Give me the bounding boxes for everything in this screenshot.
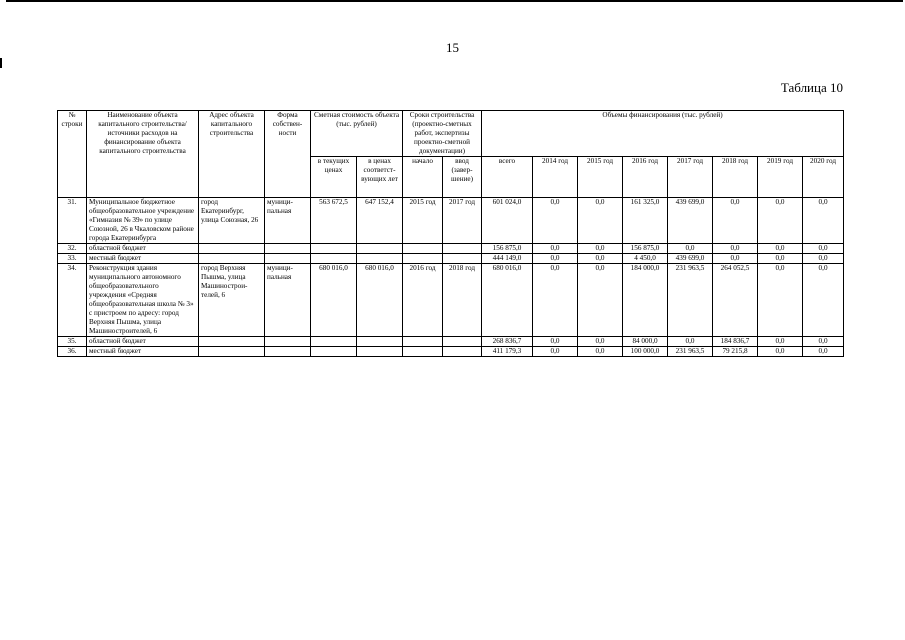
row-end: 2018 год [443, 264, 482, 337]
row-estimate-current [311, 347, 357, 357]
row-estimate-relevant: 680 016,0 [357, 264, 403, 337]
row-2017: 231 963,5 [668, 347, 713, 357]
row-2015: 0,0 [578, 264, 623, 337]
row-ownership: муници-пальная [265, 264, 311, 337]
header-terms-start: начало [403, 157, 443, 198]
row-estimate-relevant [357, 254, 403, 264]
row-ownership [265, 244, 311, 254]
row-estimate-current: 680 016,0 [311, 264, 357, 337]
row-address [199, 254, 265, 264]
row-2014: 0,0 [533, 347, 578, 357]
row-estimate-relevant: 647 152,4 [357, 198, 403, 244]
row-2015: 0,0 [578, 254, 623, 264]
row-2017: 0,0 [668, 244, 713, 254]
row-2019: 0,0 [758, 337, 803, 347]
row-name: областной бюджет [87, 244, 199, 254]
row-start: 2016 год [403, 264, 443, 337]
row-start [403, 244, 443, 254]
row-number: 31. [58, 198, 87, 244]
row-2018: 0,0 [713, 254, 758, 264]
row-number: 35. [58, 337, 87, 347]
row-2016: 84 000,0 [623, 337, 668, 347]
row-2016: 184 000,0 [623, 264, 668, 337]
row-end [443, 347, 482, 357]
row-total: 411 179,3 [482, 347, 533, 357]
top-border-line [6, 0, 903, 2]
row-estimate-relevant [357, 347, 403, 357]
header-terms: Сроки строительства (проектно-сметных работ, экспертизы проектно-сметной документации) [403, 111, 482, 157]
row-start [403, 337, 443, 347]
margin-mark [0, 58, 2, 68]
row-estimate-relevant [357, 244, 403, 254]
header-2014: 2014 год [533, 157, 578, 198]
header-terms-end: ввод (завер-шение) [443, 157, 482, 198]
table-row [58, 198, 844, 244]
row-2020: 0,0 [803, 198, 844, 244]
row-number: 32. [58, 244, 87, 254]
row-2017: 439 699,0 [668, 254, 713, 264]
row-2018: 79 215,8 [713, 347, 758, 357]
header-financing: Объемы финансирования (тыс. рублей) [482, 111, 844, 157]
header-ownership: Форма собствен-ности [265, 111, 311, 198]
row-2019: 0,0 [758, 198, 803, 244]
row-2014: 0,0 [533, 244, 578, 254]
row-2016: 4 450,0 [623, 254, 668, 264]
row-address: город Верхняя Пышма, улица Машинострои-телей, 6 [199, 264, 265, 337]
row-2018: 184 836,7 [713, 337, 758, 347]
row-name: Муниципальное бюджетное общеобразовательное учреждение «Гимназия № 39» по улице Союзной, 26 в Чкаловском районе города Екатеринбурга [87, 198, 199, 244]
row-2017: 439 699,0 [668, 198, 713, 244]
row-total: 601 024,0 [482, 198, 533, 244]
row-2020: 0,0 [803, 254, 844, 264]
header-estimate-current: в текущих ценах [311, 157, 357, 198]
row-address [199, 244, 265, 254]
row-2015: 0,0 [578, 244, 623, 254]
row-2020: 0,0 [803, 264, 844, 337]
header-2016: 2016 год [623, 157, 668, 198]
row-2015: 0,0 [578, 198, 623, 244]
header-address: Адрес объекта капитального строительства [199, 111, 265, 198]
row-2016: 156 875,0 [623, 244, 668, 254]
row-end [443, 244, 482, 254]
row-name: областной бюджет [87, 337, 199, 347]
row-number: 34. [58, 264, 87, 337]
table-row [58, 264, 844, 337]
row-ownership: муници-пальная [265, 198, 311, 244]
header-estimate-relevant: в ценах соответст-вующих лет [357, 157, 403, 198]
row-2020: 0,0 [803, 347, 844, 357]
header-2017: 2017 год [668, 157, 713, 198]
row-2018: 0,0 [713, 198, 758, 244]
row-2018: 264 052,5 [713, 264, 758, 337]
row-address [199, 337, 265, 347]
row-2019: 0,0 [758, 244, 803, 254]
header-total: всего [482, 157, 533, 198]
row-ownership [265, 337, 311, 347]
table-row [58, 244, 844, 254]
row-2015: 0,0 [578, 337, 623, 347]
row-2020: 0,0 [803, 337, 844, 347]
row-2014: 0,0 [533, 254, 578, 264]
row-end [443, 254, 482, 264]
row-address [199, 347, 265, 357]
row-estimate-relevant [357, 337, 403, 347]
row-total: 444 149,0 [482, 254, 533, 264]
page-number: 15 [446, 40, 459, 55]
header-2015: 2015 год [578, 157, 623, 198]
financing-table [57, 110, 844, 357]
row-total: 680 016,0 [482, 264, 533, 337]
table-caption: Таблица 10 [780, 80, 843, 95]
row-2014: 0,0 [533, 264, 578, 337]
header-row-no: № строки [58, 111, 87, 198]
row-2014: 0,0 [533, 337, 578, 347]
row-2019: 0,0 [758, 254, 803, 264]
row-address: город Екатеринбург, улица Союзная, 26 [199, 198, 265, 244]
row-2020: 0,0 [803, 244, 844, 254]
row-2016: 100 000,0 [623, 347, 668, 357]
row-2017: 231 963,5 [668, 264, 713, 337]
row-2016: 161 325,0 [623, 198, 668, 244]
row-name: местный бюджет [87, 254, 199, 264]
row-estimate-current: 563 672,5 [311, 198, 357, 244]
row-2017: 0,0 [668, 337, 713, 347]
row-name: Реконструкция здания муниципального автономного общеобразовательного учреждения «Средняя общеобразовательная школа № 3» с пристроем по адресу: город Верхняя Пышма, улица Машиностроителей, 6 [87, 264, 199, 337]
row-estimate-current [311, 244, 357, 254]
table-row [58, 347, 844, 357]
row-2018: 0,0 [713, 244, 758, 254]
header-estimate: Сметная стоимость объекта (тыс. рублей) [311, 111, 403, 157]
row-start [403, 254, 443, 264]
table-row [58, 337, 844, 347]
row-number: 33. [58, 254, 87, 264]
row-ownership [265, 347, 311, 357]
row-estimate-current [311, 337, 357, 347]
row-start: 2015 год [403, 198, 443, 244]
row-2014: 0,0 [533, 198, 578, 244]
row-2015: 0,0 [578, 347, 623, 357]
row-name: местный бюджет [87, 347, 199, 357]
header-2019: 2019 год [758, 157, 803, 198]
row-2019: 0,0 [758, 347, 803, 357]
row-start [403, 347, 443, 357]
row-estimate-current [311, 254, 357, 264]
header-object-name: Наименование объекта капитального строительства/ источники расходов на финансирование объекта капитального строительства [87, 111, 199, 198]
row-total: 268 836,7 [482, 337, 533, 347]
row-end [443, 337, 482, 347]
row-ownership [265, 254, 311, 264]
row-2019: 0,0 [758, 264, 803, 337]
table-row [58, 254, 844, 264]
row-number: 36. [58, 347, 87, 357]
header-2020: 2020 год [803, 157, 844, 198]
header-2018: 2018 год [713, 157, 758, 198]
row-end: 2017 год [443, 198, 482, 244]
row-total: 156 875,0 [482, 244, 533, 254]
